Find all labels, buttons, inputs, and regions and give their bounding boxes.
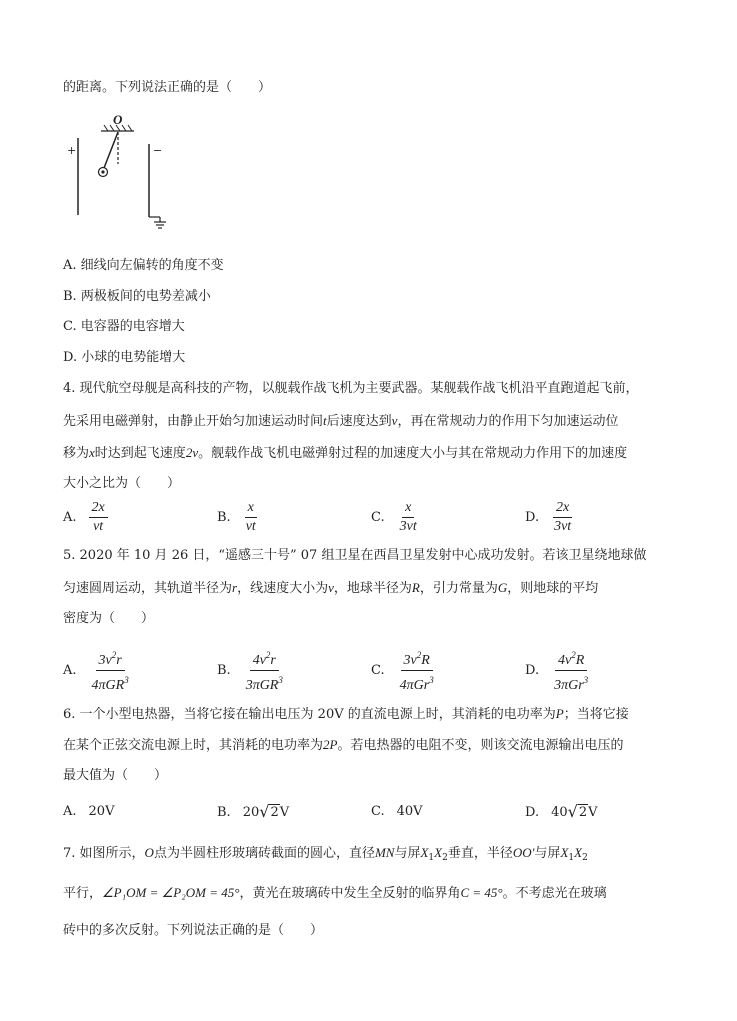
q4-line-3: 移为x时达到起飞速度2v。舰载作战飞机电磁弹射过程的加速度大小与其在常规动力作用下的加速度 [63, 445, 628, 461]
q6-option-c: C. 40V [371, 804, 423, 819]
q4-line-2: 先采用电磁弹射，由静止开始匀加速运动时间t后速度达到v，再在常规动力的作用下匀加速运动位 [63, 413, 619, 429]
q6-line-2: 在某个正弦交流电源上时，其消耗的电功率为2P。若电热器的电阻不变，则该交流电源输出电压的 [63, 737, 624, 753]
q4-line-4: 大小之比为（ ） [63, 476, 181, 491]
q5-line-1: 5. 2020 年 10 月 26 日，“遥感三十号” 07 组卫星在西昌卫星发射中心成功发射。若该卫星绕地球做 [63, 548, 647, 563]
q4-option-b: B. $\frac{x}{vt}$ [217, 500, 256, 534]
pivot-label: O [113, 112, 123, 127]
minus-label: − [153, 144, 163, 157]
q4-option-d: D. $\frac{2x}{3vt}$ [525, 500, 572, 534]
q4-line-1: 4. 现代航空母舰是高科技的产物，以舰载作战飞机为主要武器。某舰载作战飞机沿平直跑道起飞前， [63, 381, 639, 396]
q7-line-2: 平行，∠P₁OM = ∠P₂OM = 45°，黄光在玻璃砖中发生全反射的临界角C = 45°。不考虑光在玻璃 [63, 885, 607, 901]
q5-line-3: 密度为（ ） [63, 611, 155, 626]
q5-option-a: A. $\frac{3v^2r}{4\pi GR^3}$ [63, 647, 132, 694]
q4-option-c: C. $\frac{x}{3vt}$ [371, 500, 417, 534]
q6-option-b: B. 20 √ 2 V [217, 802, 290, 821]
plus-label: + [67, 144, 77, 157]
q6-line-1: 6. 一个小型电热器，当将它接在输出电压为 20V 的直流电源上时，其消耗的电功率为P；当将它接 [63, 706, 629, 722]
q7-line-3: 砖中的多次反射。下列说法正确的是（ ） [63, 923, 324, 938]
q5-option-c: C. $\frac{3v^2R}{4\pi Gr^3}$ [371, 647, 437, 694]
q7-line-1: 7. 如图所示，O点为半圆柱形玻璃砖截面的圆心，直径MN与屏$X_1X_2$垂直，半径OO'与屏$X_1X_2$ [63, 845, 588, 863]
q3-option-c: C. 电容器的电容增大 [63, 319, 185, 334]
q6-line-3: 最大值为（ ） [63, 768, 168, 783]
q3-option-a: A. 细线向左偏转的角度不变 [63, 258, 224, 273]
q5-line-2: 匀速圆周运动，其轨道半径为r，线速度大小为v，地球半径为R，引力常量为G，则地球的平均 [63, 580, 599, 596]
q3-option-d: D. 小球的电势能增大 [63, 350, 186, 365]
q3-option-b: B. 两极板间的电势差减小 [63, 289, 211, 304]
q6-option-a: A. 20V [63, 804, 115, 819]
capacitor-figure [62, 112, 202, 232]
q4-option-a: A. $\frac{2x}{vt}$ [63, 500, 108, 535]
q6-option-d: D. 40 √ 2 V [525, 802, 598, 821]
q5-option-b: B. $\frac{4v^2r}{3\pi GR^3}$ [217, 647, 286, 694]
q5-option-d: D. $\frac{4v^2R}{3\pi Gr^3}$ [525, 647, 591, 694]
q3-intro: 的距离。下列说法正确的是（ ） [63, 80, 272, 95]
